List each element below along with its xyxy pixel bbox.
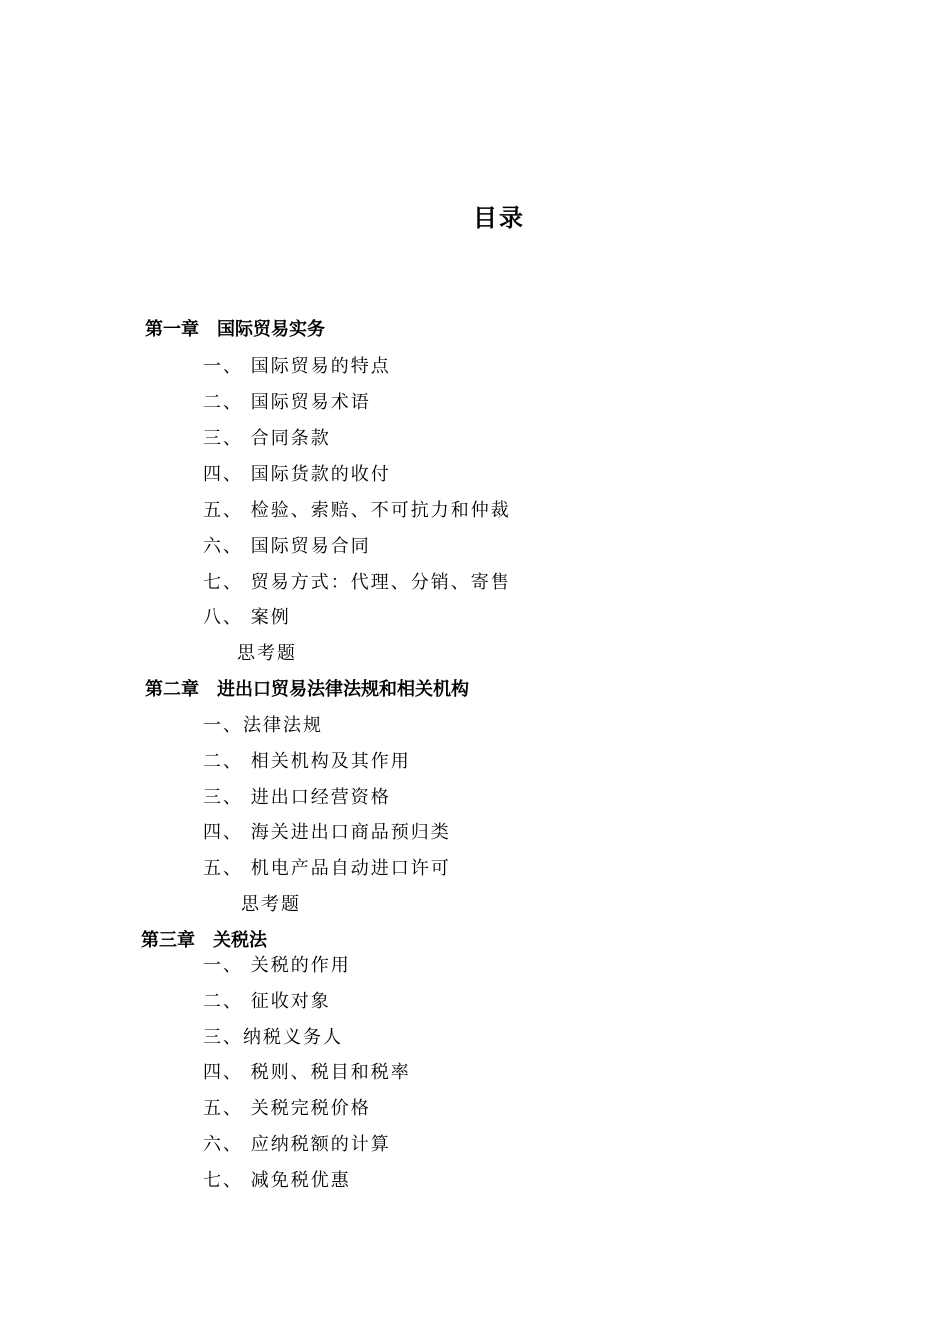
chapter-3-item-3[interactable]: 三、纳税义务人 — [203, 1027, 343, 1048]
chapter-1-item-3[interactable]: 三、 合同条款 — [203, 428, 331, 449]
chapter-3-item-5[interactable]: 五、 关税完税价格 — [203, 1098, 371, 1119]
chapter-1-heading[interactable]: 第一章 国际贸易实务 — [145, 319, 325, 340]
chapter-2-item-5[interactable]: 五、 机电产品自动进口许可 — [203, 858, 451, 879]
chapter-3-heading[interactable]: 第三章 关税法 — [141, 930, 267, 951]
chapter-3-item-7[interactable]: 七、 减免税优惠 — [203, 1170, 351, 1191]
chapter-3-item-2[interactable]: 二、 征收对象 — [203, 991, 331, 1012]
chapter-1-item-7[interactable]: 七、 贸易方式：代理、分销、寄售 — [203, 572, 511, 593]
page-title: 目录 — [473, 204, 525, 232]
chapter-1-item-5[interactable]: 五、 检验、索赔、不可抗力和仲裁 — [203, 500, 511, 521]
chapter-2-item-4[interactable]: 四、 海关进出口商品预归类 — [203, 822, 451, 843]
chapter-3-item-6[interactable]: 六、 应纳税额的计算 — [203, 1134, 391, 1155]
chapter-2-item-2[interactable]: 二、 相关机构及其作用 — [203, 751, 411, 772]
chapter-1-item-1[interactable]: 一、 国际贸易的特点 — [203, 356, 391, 377]
chapter-1-item-2[interactable]: 二、 国际贸易术语 — [203, 392, 371, 413]
chapter-2-heading[interactable]: 第二章 进出口贸易法律法规和相关机构 — [145, 679, 469, 700]
chapter-1-item-8[interactable]: 八、 案例 — [203, 607, 291, 628]
chapter-1-questions[interactable]: 思考题 — [237, 643, 297, 664]
chapter-2-questions[interactable]: 思考题 — [241, 894, 301, 915]
chapter-1-item-6[interactable]: 六、 国际贸易合同 — [203, 536, 371, 557]
chapter-3-item-1[interactable]: 一、 关税的作用 — [203, 955, 351, 976]
chapter-2-item-3[interactable]: 三、 进出口经营资格 — [203, 787, 391, 808]
chapter-3-item-4[interactable]: 四、 税则、税目和税率 — [203, 1062, 411, 1083]
chapter-1-item-4[interactable]: 四、 国际货款的收付 — [203, 464, 391, 485]
chapter-2-item-1[interactable]: 一、法律法规 — [203, 715, 323, 736]
